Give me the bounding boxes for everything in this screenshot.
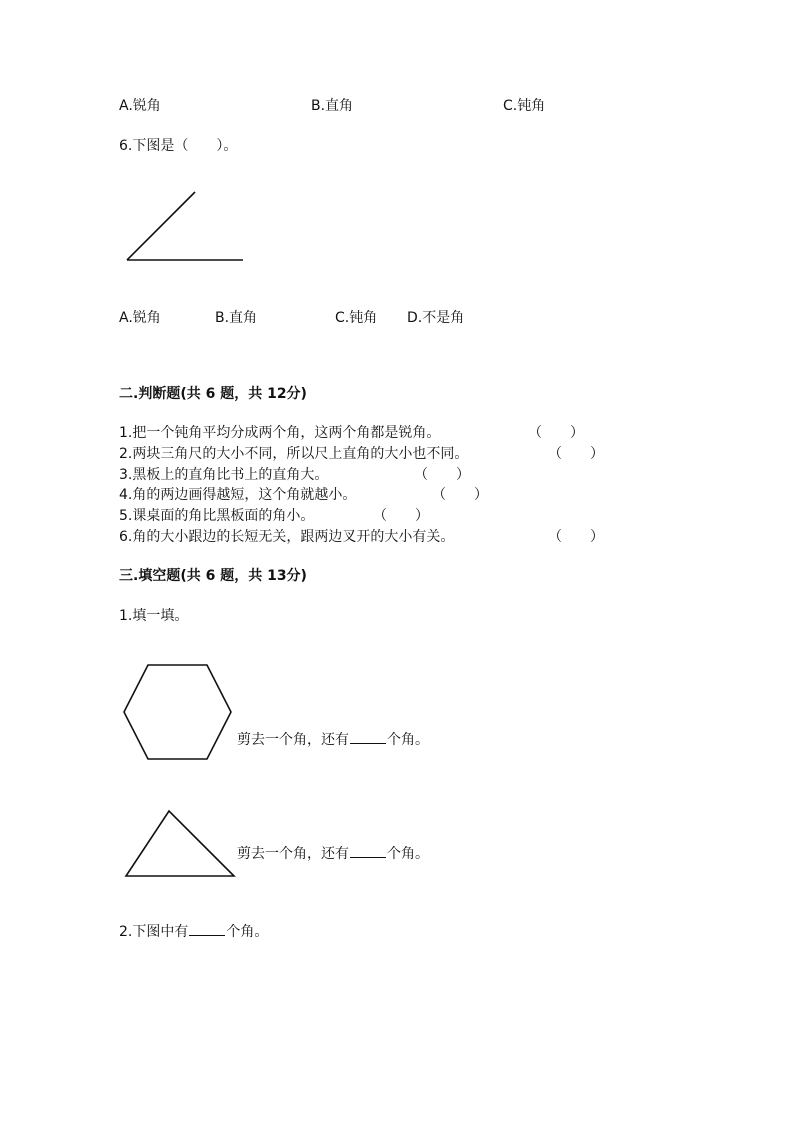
q6-option-d: D.不是角 [407,310,465,326]
tf-answer-paren-2[interactable]: （ ） [548,446,604,462]
section3-heading: 三.填空题(共 6 题，共 13分) [119,568,307,584]
hexagon-answer-blank[interactable] [350,730,386,744]
tf-item-5: 5.课桌面的角比黑板面的角小。 [119,508,315,524]
triangle-sentence-before: 剪去一个角，还有 [237,846,349,862]
triangle-sentence-after: 个角。 [387,846,429,862]
s3-q1-prompt: 1.填一填。 [119,608,189,624]
q5-option-b: B.直角 [311,98,354,114]
q6-option-b: B.直角 [215,310,258,326]
s3-q2-after: 个角。 [226,924,269,940]
hexagon-sentence [237,730,429,749]
triangle-answer-blank[interactable] [350,844,386,858]
s3-q2-answer-blank[interactable] [189,922,225,936]
hexagon-shape [124,665,231,759]
tf-answer-paren-4[interactable]: （ ） [432,487,488,503]
s3-q2 [119,922,268,941]
hexagon-sentence-after: 个角。 [387,732,429,748]
q6-option-a: A.锐角 [119,310,161,326]
triangle-shape [126,811,234,876]
tf-item-6: 6.角的大小跟边的长短无关，跟两边叉开的大小有关。 [119,529,455,545]
tf-item-2: 2.两块三角尺的大小不同，所以尺上直角的大小也不同。 [119,446,469,462]
tf-answer-paren-5[interactable]: （ ） [373,508,429,524]
angle-lines [127,192,243,260]
tf-item-4: 4.角的两边画得越短，这个角就越小。 [119,487,357,503]
tf-answer-paren-1[interactable]: （ ） [528,425,584,441]
tf-item-3: 3.黑板上的直角比书上的直角大。 [119,467,329,483]
tf-answer-paren-6[interactable]: （ ） [548,529,604,545]
q6-prompt: 6.下图是（ ）。 [119,138,238,154]
tf-answer-paren-3[interactable]: （ ） [414,467,470,483]
q5-option-a: A.锐角 [119,98,161,114]
triangle-sentence [237,844,429,863]
section2-heading: 二.判断题(共 6 题，共 12分) [119,386,307,402]
tf-item-1: 1.把一个钝角平均分成两个角，这两个角都是锐角。 [119,425,441,441]
hexagon-sentence-before: 剪去一个角，还有 [237,732,349,748]
s3-q2-before: 2.下图中有 [119,924,189,940]
q5-option-c: C.钝角 [503,98,546,114]
q6-option-c: C.钝角 [335,310,378,326]
